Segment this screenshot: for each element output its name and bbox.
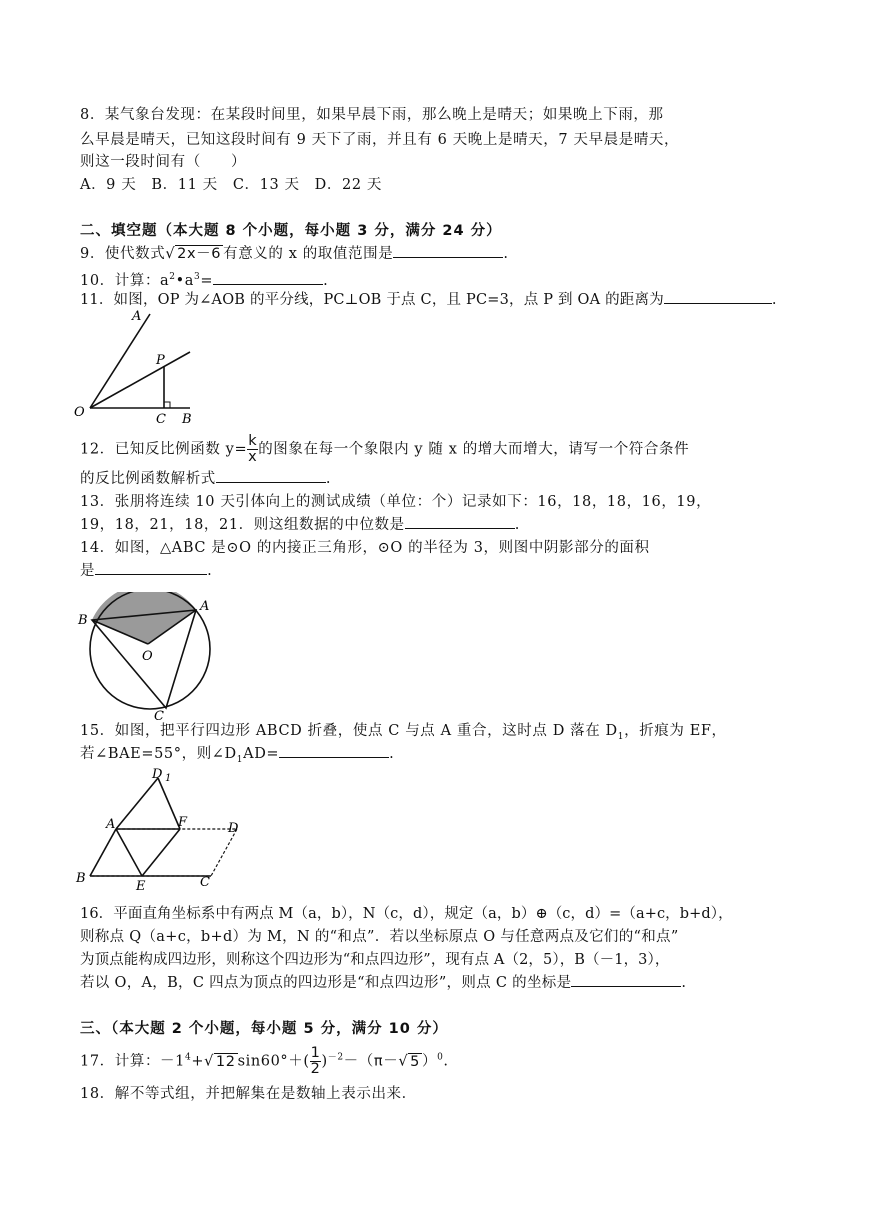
segment-ad1 [116, 778, 158, 829]
q17-fraction [310, 1046, 322, 1077]
section3-title: 三、（本大题 2 个小题，每小题 5 分，满分 10 分） [80, 1021, 448, 1037]
q10-answer-blank [213, 270, 323, 285]
q14-end: . [207, 563, 213, 579]
q17-end: . [443, 1053, 449, 1070]
label-a: A [200, 599, 210, 614]
q15-line1a: 15．如图，把平行四边形 ABCD 折叠，使点 C 与点 A 重合，这时点 D 落在 D [80, 723, 618, 739]
q10-eq: = [200, 272, 214, 289]
q12-line1 [80, 434, 689, 465]
label-p: P [156, 353, 165, 368]
q12-suffix: 的图象在每一个象限内 y 随 x 的增大而增大，请写一个符合条件 [258, 441, 690, 458]
q17-exp3: 0 [437, 1052, 444, 1063]
q15-answer-blank [279, 743, 389, 758]
segment-ae [116, 829, 142, 876]
q8-options: A．9 天 B．11 天 C．13 天 D．22 天 [80, 177, 382, 193]
q17-frac-num: 1 [310, 1045, 321, 1061]
q9-end: . [503, 246, 509, 262]
q16-line4-text: 若以 O，A，B，C 四点为顶点的四边形是“和点四边形”，则点 C 的坐标是 [80, 975, 572, 991]
q17-sin: sin60°＋( [237, 1053, 310, 1070]
q16-answer-blank [571, 972, 681, 987]
q15-sub1: 1 [617, 731, 625, 742]
q16-line2: 则称点 Q（a+c，b+d）为 M，N 的“和点”．若以坐标原点 O 与任意两点及它们的“和点” [80, 929, 679, 945]
q17-close: ) [321, 1053, 328, 1070]
q17-minus: －（ [343, 1053, 374, 1070]
label-b: B [76, 871, 86, 886]
q13-line2-text: 19，18，21，18，21．则这组数据的中位数是 [80, 517, 405, 533]
q17 [80, 1046, 449, 1077]
q17-sqrt-sign-2: √ [398, 1053, 409, 1070]
label-c: C [200, 875, 210, 890]
label-d: D [152, 768, 163, 782]
q8-line2: 么早晨是晴天，已知这段时间有 9 天下了雨，并且有 6 天晚上是晴天，7 天早晨是晴天， [80, 132, 680, 148]
q10-dot: •a [175, 272, 195, 289]
ray-op [90, 352, 190, 408]
q9-radicand: 2x－6 [177, 246, 222, 262]
label-c: C [156, 412, 166, 426]
q11-text: 11．如图，OP 为∠AOB 的平分线，PC⊥OB 于点 C，且 PC=3，点 P 到 OA 的距离为 [80, 292, 664, 308]
section2-title: 二、填空题（本大题 8 个小题，每小题 3 分，满分 24 分） [80, 223, 502, 239]
q17-frac-den: 2 [310, 1061, 321, 1077]
q16-line3: 为顶点能构成四边形，则称这个四边形为“和点四边形”，现有点 A（2，5），B（－1，3）， [80, 952, 670, 968]
q10-prefix: 10．计算：a [80, 272, 170, 289]
q16-line4 [80, 972, 686, 994]
segment-d1f [158, 778, 180, 829]
crease-ef [142, 829, 180, 876]
label-a: A [132, 309, 142, 324]
q17-plus: + [191, 1053, 205, 1070]
q18: 18．解不等式组，并把解集在是数轴上表示出来． [80, 1086, 417, 1102]
q17-prefix: 17．计算：－1 [80, 1053, 185, 1070]
q17-close2: ） [421, 1053, 438, 1070]
q14-line2 [80, 560, 212, 582]
q15-line2a: 若∠BAE=55°，则∠D [80, 746, 237, 762]
q11-end: . [771, 292, 777, 308]
q15-end: . [389, 746, 395, 762]
q16-line1: 16．平面直角坐标系中有两点 M（a，b），N（c，d），规定（a，b）⊕（c，d）=（a+c，b+d）， [80, 906, 733, 922]
q12-prefix: 12．已知反比例函数 y= [80, 441, 248, 458]
q12-end: . [325, 471, 332, 487]
label-o: O [74, 405, 85, 420]
q17-exp: 4 [184, 1052, 192, 1063]
q9-prefix: 9．使代数式 [80, 246, 166, 262]
q12-fraction [247, 434, 258, 465]
label-c: C [154, 709, 164, 722]
q9-answer-blank [393, 243, 503, 258]
q8-line3: 则这一段时间有（ ） [80, 154, 247, 170]
q9 [80, 243, 509, 265]
q12-line2-text: 的反比例函数解析式 [80, 471, 216, 487]
q9-sqrt-sign: √ [165, 246, 176, 262]
q17-radicand2: 5 [410, 1053, 420, 1070]
q10 [80, 266, 328, 292]
q14-line2-text: 是 [80, 563, 96, 579]
q17-sqrt-sign: √ [204, 1053, 214, 1070]
q8-line1: 8．某气象台发现：在某段时间里，如果早晨下雨，那么晚上是晴天；如果晚上下雨，那 [80, 107, 664, 123]
label-b: B [78, 613, 88, 628]
label-o: O [142, 649, 153, 664]
q17-pi: π－ [373, 1053, 399, 1070]
q15-line2 [80, 743, 394, 771]
q17-exp2: －2 [327, 1052, 344, 1063]
q15-line2b: AD= [243, 746, 280, 762]
label-e: E [136, 879, 146, 894]
figure-q11-angle-bisector [72, 306, 202, 426]
label-f: F [178, 815, 188, 830]
q10-exp1: 2 [169, 272, 176, 282]
label-a: A [106, 817, 116, 832]
q15-sub2: 1 [236, 754, 244, 765]
figure-q14-inscribed-triangle [72, 592, 222, 722]
q13-line2 [80, 514, 520, 536]
q11-answer-blank [664, 289, 772, 304]
label-b: B [182, 412, 192, 426]
q17-radicand: 12 [215, 1053, 236, 1070]
q12-line2 [80, 468, 331, 490]
q12-frac-num: k [248, 433, 258, 449]
segment-ab [90, 829, 116, 876]
q10-end: . [323, 272, 329, 289]
q14-answer-blank [95, 560, 207, 575]
q15-line1b: ，折痕为 EF， [624, 723, 727, 739]
q12-answer-blank [216, 468, 326, 483]
ray-oa [90, 314, 150, 408]
q13-end: . [514, 517, 520, 533]
q13-line1: 13．张朋将连续 10 天引体向上的测试成绩（单位：个）记录如下：16，18，18，16，19， [80, 494, 712, 510]
q10-exp2: 3 [194, 272, 201, 282]
q14-line1: 14．如图，△ABC 是⊙O 的内接正三角形，⊙O 的半径为 3，则图中阴影部分的面积 [80, 540, 650, 556]
right-angle-mark [164, 402, 170, 408]
q12-frac-den: x [248, 449, 258, 465]
q9-suffix: 有意义的 x 的取值范围是 [223, 246, 394, 262]
figure-q15-folded-parallelogram [72, 768, 252, 896]
label-d-original: D [228, 821, 239, 836]
q13-answer-blank [405, 514, 515, 529]
q16-end: . [681, 975, 687, 991]
label-d-subscript: 1 [165, 773, 172, 784]
